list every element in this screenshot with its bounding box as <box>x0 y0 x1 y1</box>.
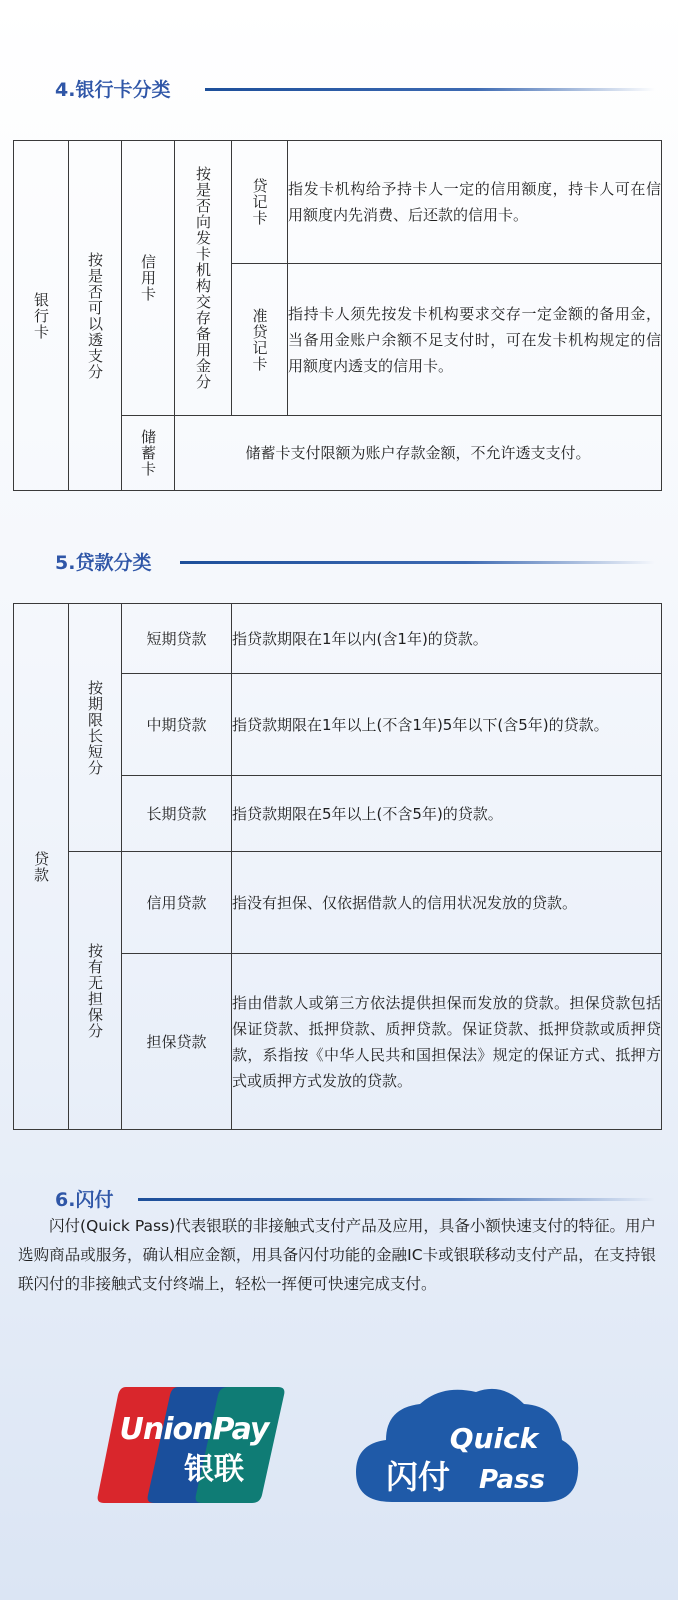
bank-card-table <box>13 140 662 491</box>
debit-card-desc: 储蓄卡支付限额为账户存款金额，不允许透支支付。 <box>175 416 662 491</box>
section-6-title: 6.闪付 <box>55 1188 114 1211</box>
bank-card-root-cell <box>14 141 69 491</box>
bank-card-root: 银行卡 <box>32 291 50 340</box>
quickpass-bottom-text: Pass <box>479 1465 545 1495</box>
section-4-heading <box>55 73 170 103</box>
quickpass-top-text: Quick <box>449 1422 539 1455</box>
loan-root-cell <box>14 604 69 1130</box>
debit-credit-card-cell <box>232 141 288 264</box>
loan-table <box>13 603 662 1130</box>
unionpay-en-text: UnionPay <box>119 1412 269 1447</box>
loan-type-desc: 指贷款期限在5年以上(不含5年)的贷款。 <box>232 776 662 852</box>
section-5-heading <box>55 546 151 576</box>
quasi-credit-card-desc: 指持卡人须先按发卡机构要求交存一定金额的备用金，当备用金账户余额不足支付时，可在发卡机构规定的信用额度内透支的信用卡。 <box>288 264 662 416</box>
loan-type-desc: 指贷款期限在1年以上(不含1年)5年以下(含5年)的贷款。 <box>232 674 662 776</box>
quickpass-logo <box>352 1384 580 1510</box>
quasi-credit-card-cell <box>232 264 288 416</box>
loan-root: 贷款 <box>32 850 50 883</box>
credit-card-label: 信用卡 <box>139 254 157 302</box>
debit-card-label: 储蓄卡 <box>139 429 157 477</box>
reserve-criterion: 按是否向发卡机构交存备用金分 <box>194 166 212 390</box>
quickpass-cn-text: 闪付 <box>385 1458 451 1496</box>
loan-type-name: 信用贷款 <box>122 852 232 954</box>
term-criterion-cell <box>69 604 122 852</box>
unionpay-logo <box>96 1383 288 1507</box>
debit-credit-card-label: 贷记卡 <box>250 178 269 226</box>
loan-type-name: 长期贷款 <box>122 776 232 852</box>
overdraft-criterion-cell <box>69 141 122 491</box>
overdraft-criterion: 按是否可以透支分 <box>86 251 104 380</box>
guarantee-criterion-cell <box>69 852 122 1130</box>
debit-credit-card-desc: 指发卡机构给予持卡人一定的信用额度，持卡人可在信用额度内先消费、后还款的信用卡。 <box>288 141 662 264</box>
loan-type-name: 短期贷款 <box>122 604 232 674</box>
section-6-heading <box>55 1183 113 1213</box>
debit-card-cell <box>122 416 175 491</box>
guarantee-criterion: 按有无担保分 <box>86 942 104 1039</box>
term-criterion: 按期限长短分 <box>86 679 104 776</box>
loan-type-desc: 指由借款人或第三方依法提供担保而发放的贷款。担保贷款包括保证贷款、抵押贷款、质押贷款。保证贷款、抵押贷款或质押贷款，系指按《中华人民共和国担保法》规定的保证方式、抵押方式或质押方式发放的贷款。 <box>232 954 662 1130</box>
section-5-title: 5.贷款分类 <box>55 551 152 574</box>
loan-type-desc: 指贷款期限在1年以内(含1年)的贷款。 <box>232 604 662 674</box>
loan-type-name: 担保贷款 <box>122 954 232 1130</box>
section-4-title: 4.银行卡分类 <box>55 78 171 101</box>
loan-type-desc: 指没有担保、仅依据借款人的信用状况发放的贷款。 <box>232 852 662 954</box>
credit-card-cell <box>122 141 175 416</box>
quick-pass-paragraph: 闪付(Quick Pass)代表银联的非接触式支付产品及应用，具备小额快速支付的特征。用户选购商品或服务，确认相应金额，用具备闪付功能的金融IC卡或银联移动支付产品，在支持银联闪付的非接触式支付终端上，轻松一挥便可快速完成支付。 <box>18 1217 656 1293</box>
reserve-criterion-cell <box>175 141 232 416</box>
quasi-credit-card-label: 准贷记卡 <box>250 307 269 372</box>
loan-type-name: 中期贷款 <box>122 674 232 776</box>
unionpay-cn-text: 银联 <box>184 1452 244 1487</box>
